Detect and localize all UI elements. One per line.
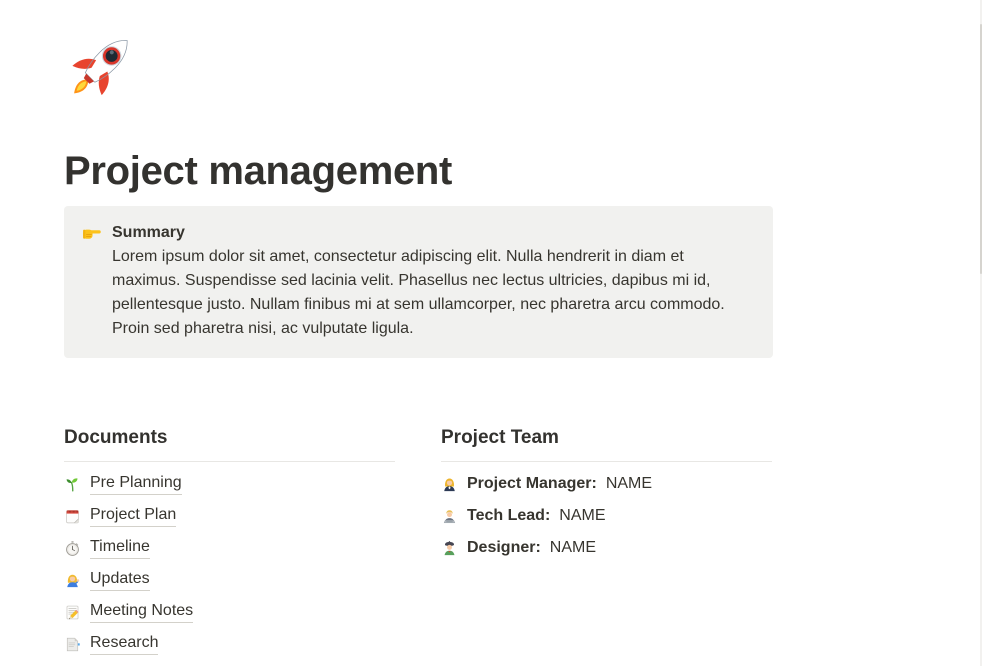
stopwatch-icon xyxy=(64,540,81,557)
seedling-icon xyxy=(64,476,81,493)
documents-heading: Documents xyxy=(64,427,168,448)
team-member-name: NAME xyxy=(549,539,597,556)
summary-heading: Summary xyxy=(112,224,185,241)
summary-callout xyxy=(64,206,773,358)
team-member-row xyxy=(441,468,772,500)
document-link-row[interactable] xyxy=(64,596,395,628)
team-divider xyxy=(441,461,772,462)
document-link[interactable]: Meeting Notes xyxy=(90,601,193,623)
team-role-label: Project Manager: xyxy=(467,475,597,492)
rocket-icon[interactable] xyxy=(64,28,142,106)
document-link-row[interactable] xyxy=(64,628,395,660)
two-column-section xyxy=(64,425,773,660)
document-link[interactable]: Project Plan xyxy=(90,505,176,527)
document-link-row[interactable] xyxy=(64,564,395,596)
document-link-row[interactable] xyxy=(64,468,395,500)
team-member-name: NAME xyxy=(605,475,653,492)
bookmark-tabs-icon xyxy=(64,636,81,653)
team-member-row xyxy=(441,500,772,532)
team-column xyxy=(441,425,772,660)
team-member-row xyxy=(441,532,772,564)
summary-body: Lorem ipsum dolor sit amet, consectetur adipiscing elit. Nulla hendrerit in diam et maximus. Suspendisse sed lacinia velit. Phasellus nec lectus ultricies, dapibus mi id, pellentesque justo. Nullam finibus mi at sem ullamcorper, nec pharetra arcu commodo. Proin sed pharetra nisi, ac vulputate ligula. xyxy=(112,248,725,337)
document-link-row[interactable] xyxy=(64,532,395,564)
team-role-label: Tech Lead: xyxy=(467,507,551,524)
scrollbar-thumb[interactable] xyxy=(980,24,982,274)
document-link[interactable]: Pre Planning xyxy=(90,473,182,495)
document-link-row[interactable] xyxy=(64,500,395,532)
document-link[interactable]: Research xyxy=(90,633,158,655)
team-role-label: Designer: xyxy=(467,539,541,556)
woman-office-worker-icon xyxy=(441,476,458,493)
documents-column xyxy=(64,425,395,660)
documents-divider xyxy=(64,461,395,462)
summary-text xyxy=(112,221,747,341)
man-technologist-icon xyxy=(441,508,458,525)
team-member-name: NAME xyxy=(559,507,606,524)
team-list xyxy=(441,468,772,564)
documents-list xyxy=(64,468,395,660)
document-link[interactable]: Updates xyxy=(90,569,150,591)
memo-icon xyxy=(64,604,81,621)
tear-off-calendar-icon xyxy=(64,508,81,525)
document-link[interactable]: Timeline xyxy=(90,537,150,559)
woman-tipping-hand-icon xyxy=(64,572,81,589)
pointing-right-icon xyxy=(82,223,102,243)
man-artist-icon xyxy=(441,540,458,557)
page-title: Project management xyxy=(64,149,453,193)
team-heading: Project Team xyxy=(441,427,559,448)
